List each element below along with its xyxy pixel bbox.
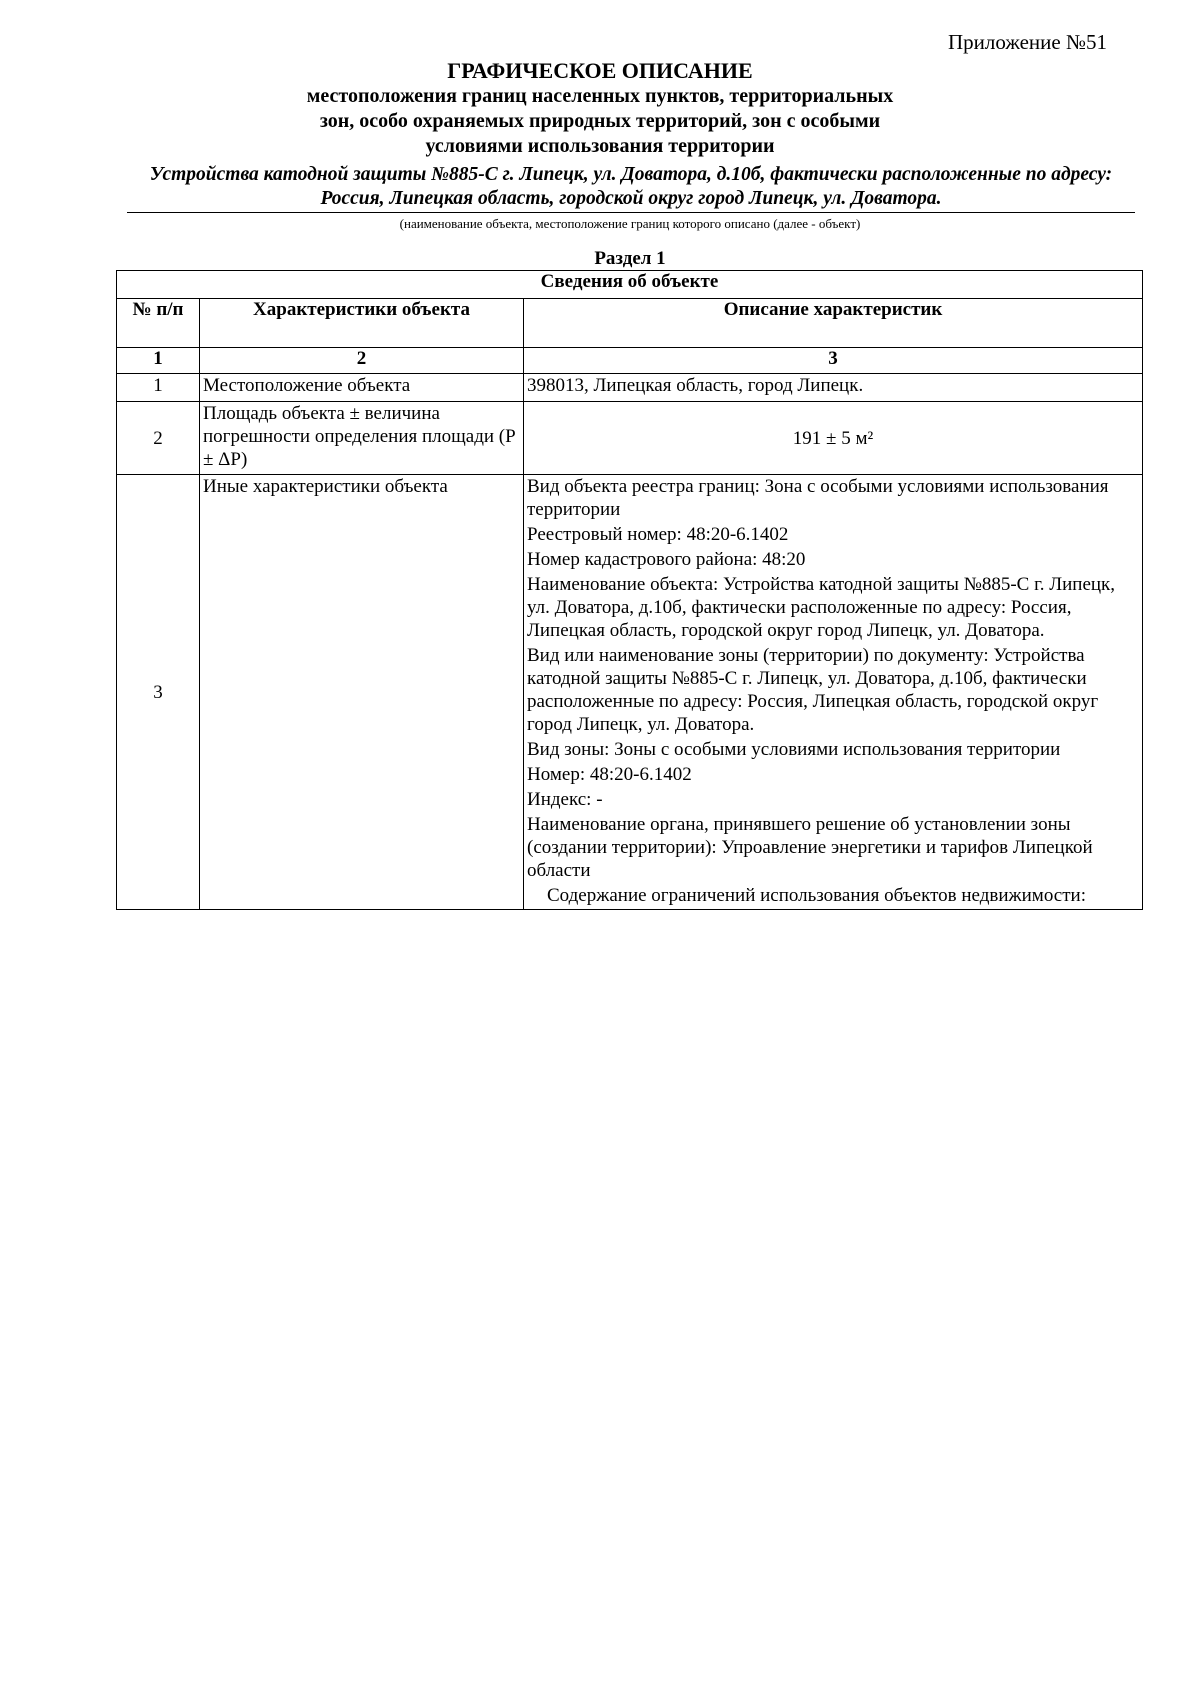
column-header-description: Описание характеристик <box>524 299 1143 348</box>
document-subtitle-line-2: зон, особо охраняемых природных территорий, зон с особыми <box>319 110 881 132</box>
description-paragraph: Номер: 48:20-6.1402 <box>527 764 692 785</box>
column-number-row <box>117 348 1143 374</box>
column-header-number: № п/п <box>117 299 200 348</box>
table-caption: Сведения об объекте <box>117 271 1143 299</box>
row-description: 398013, Липецкая область, город Липецк. <box>524 374 1143 402</box>
document-header <box>120 58 1080 159</box>
description-paragraph: Реестровый номер: 48:20-6.1402 <box>527 524 789 545</box>
description-paragraph: Вид или наименование зоны (территории) по документу: Устройства катодной защиты №885-С г. Липецк, ул. Доватора, д.10б, фактически расположенные по адресу: Россия, Липецкая область, городской округ город Липецк, ул. Доватора. <box>527 645 1099 735</box>
table-row <box>117 402 1143 475</box>
row-number: 1 <box>117 374 200 402</box>
document-subtitle-line-3: условиями использования территории <box>425 135 775 157</box>
table-header-row <box>117 299 1143 348</box>
description-paragraph: Наименование органа, принявшего решение об установлении зоны (создании территории): Упроавление энергетики и тарифов Липецкой области <box>527 814 1093 881</box>
appendix-number: Приложение №51 <box>948 30 1107 54</box>
row-number: 2 <box>117 402 200 475</box>
table-row <box>117 475 1143 910</box>
document-title: ГРАФИЧЕСКОЕ ОПИСАНИЕ <box>447 58 753 83</box>
row-description <box>524 475 1143 910</box>
object-caption: (наименование объекта, местоположение границ которого описано (далее - объект) <box>399 216 861 231</box>
description-paragraph: Вид зоны: Зоны с особыми условиями использования территории <box>527 739 1061 760</box>
table-caption-row <box>117 271 1143 299</box>
object-name-line-2: Россия, Липецкая область, городской округ город Липецк, ул. Доватора. <box>320 188 942 209</box>
object-info-table <box>116 270 1143 910</box>
description-paragraph: Наименование объекта: Устройства катодной защиты №885-С г. Липецк, ул. Доватора, д.10б, фактически расположенные по адресу: Россия, Липецкая область, городской округ город Липецк, ул. Доватора. <box>527 574 1116 641</box>
column-number-1: 1 <box>117 348 200 374</box>
column-number-3: 3 <box>524 348 1143 374</box>
table-row <box>117 374 1143 402</box>
object-name-line-1: Устройства катодной защиты №885-С г. Липецк, ул. Доватора, д.10б, фактически расположенные по адресу: <box>149 164 1113 185</box>
description-paragraph: Вид объекта реестра границ: Зона с особыми условиями использования территории <box>527 476 1109 520</box>
description-paragraph: Номер кадастрового района: 48:20 <box>527 549 806 570</box>
description-paragraph: Индекс: - <box>527 789 603 810</box>
column-header-characteristic: Характеристики объекта <box>200 299 524 348</box>
row-characteristic: Иные характеристики объекта <box>200 475 524 910</box>
row-characteristic: Площадь объекта ± величина погрешности определения площади (P ± ΔР) <box>200 402 524 475</box>
object-name-underline <box>127 212 1135 213</box>
row-characteristic: Местоположение объекта <box>200 374 524 402</box>
document-subtitle-line-1: местоположения границ населенных пунктов, территориальных <box>306 85 894 107</box>
section-title: Раздел 1 <box>594 248 666 269</box>
column-number-2: 2 <box>200 348 524 374</box>
row-description: 191 ± 5 м² <box>524 402 1143 475</box>
description-paragraph: Содержание ограничений использования объектов недвижимости: <box>547 885 1086 906</box>
object-name <box>128 163 1134 211</box>
row-number: 3 <box>117 475 200 910</box>
